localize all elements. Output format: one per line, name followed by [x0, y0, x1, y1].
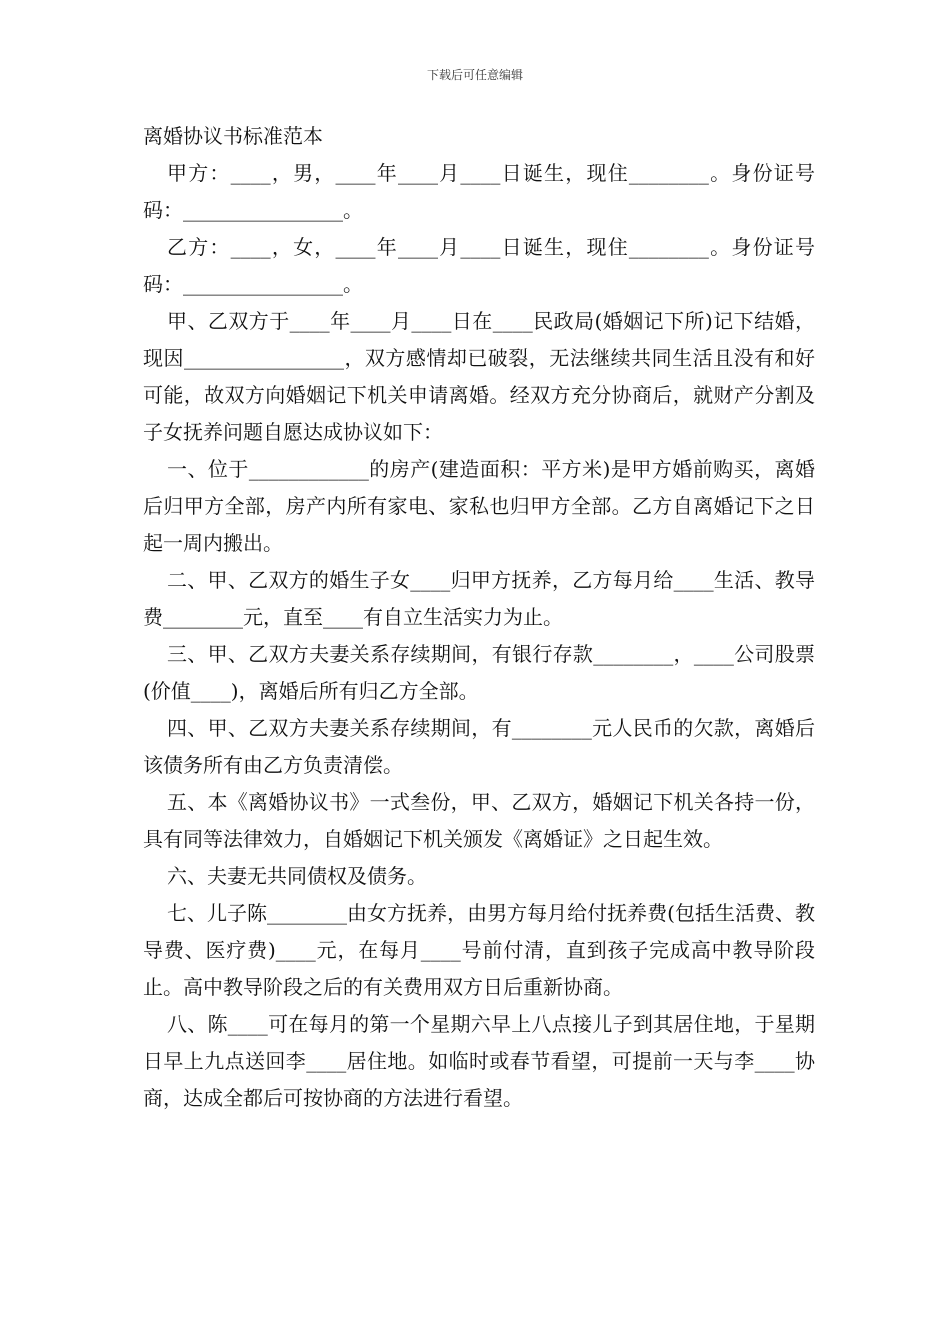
- paragraph-clause-4: 四、甲、乙双方夫妻关系存续期间，有________元人民币的欠款，离婚后该债务所有由乙方负责清偿。: [143, 716, 815, 777]
- document-title: 离婚协议书标准范本: [143, 124, 323, 148]
- document-body: [143, 118, 815, 1117]
- page-header-note: 下载后可任意编辑: [426, 68, 523, 82]
- paragraph-clause-7: 七、儿子陈________由女方抚养，由男方每月给付抚养费(包括生活费、教导费、医疗费)____元，在每月____号前付清，直到孩子完成高中教导阶段止。高中教导阶段之后的有关费用双方日后重新协商。: [143, 901, 815, 999]
- paragraph-clause-8: 八、陈____可在每月的第一个星期六早上八点接儿子到其居住地，于星期日早上九点送回李____居住地。如临时或春节看望，可提前一天与李____协商，达成全都后可按协商的方法进行看望。: [143, 1012, 815, 1110]
- paragraph-preamble: 甲、乙双方于____年____月____日在____民政局(婚姻记下所)记下结婚，现因________________，双方感情却已破裂，无法继续共同生活且没有和好可能，故双方向婚姻记下机关申请离婚。经双方充分协商后，就财产分割及子女抚养问题自愿达成协议如下：: [143, 309, 815, 444]
- paragraph-clause-6: 六、夫妻无共同债权及债务。: [167, 864, 427, 888]
- paragraph-clause-3: 三、甲、乙双方夫妻关系存续期间，有银行存款________，____公司股票(价值____)，离婚后所有归乙方全部。: [143, 642, 815, 703]
- paragraph-clause-5: 五、本《离婚协议书》一式叁份，甲、乙双方，婚姻记下机关各持一份，具有同等法律效力，自婚姻记下机关颁发《离婚证》之日起生效。: [143, 790, 815, 851]
- paragraph-party-b: 乙方：____，女，____年____月____日诞生，现住________。身份证号码：________________。: [143, 235, 815, 296]
- paragraph-clause-2: 二、甲、乙双方的婚生子女____归甲方抚养，乙方每月给____生活、教导费________元，直至____有自立生活实力为止。: [143, 568, 815, 629]
- paragraph-clause-1: 一、位于____________的房产(建造面积：平方米)是甲方婚前购买，离婚后归甲方全部，房产内所有家电、家私也归甲方全部。乙方自离婚记下之日起一周内搬出。: [143, 457, 815, 555]
- paragraph-party-a: 甲方：____，男，____年____月____日诞生，现住________。身份证号码：________________。: [143, 161, 815, 222]
